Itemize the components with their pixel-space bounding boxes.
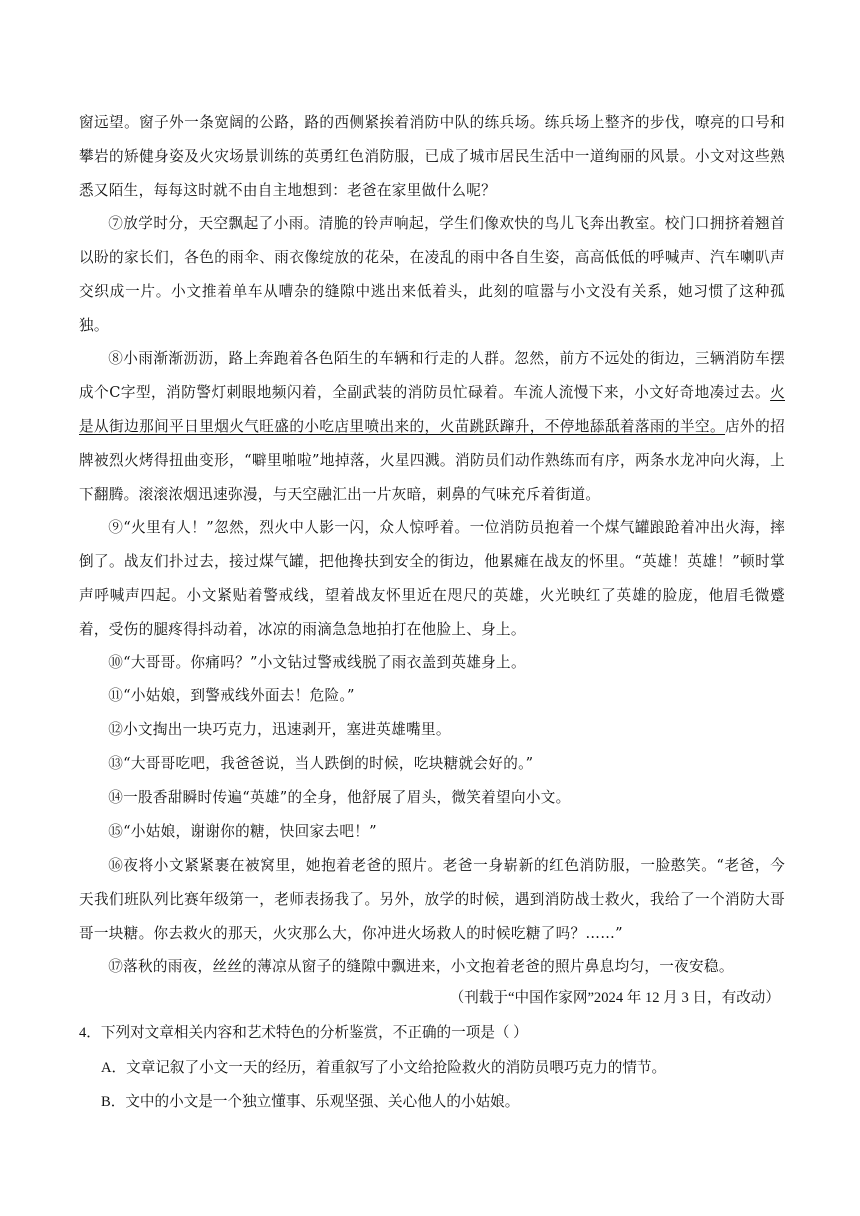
paragraph-text: ⑨“火里有人！”忽然，烈火中人影一闪，众人惊呼着。一位消防员抱着一个煤气罐踉跄着冲出火海，摔倒了。战友们扑过去，接过煤气罐，把他搀扶到安全的街边，他累瘫在战友的怀里。“英雄！英雄！”顿时掌声呼喊声四起。小文紧贴着警戒线，望着战友怀里近在咫尺的英雄，火光映红了英雄的脸庞，他眉毛微蹙着，受伤的腿疼得抖动着，冰凉的雨滴急急地拍打在他脸上、身上。 [79,519,785,638]
paragraph-text: ⑬“大哥哥吃吧，我爸爸说，当人跌倒的时候，吃块糖就会好的。” [108,755,534,772]
paragraph-17 [79,950,785,984]
paragraph-6-continued [79,106,785,208]
paragraph-text: ⑮“小姑娘，谢谢你的糖，快回家去吧！” [108,823,377,840]
paragraph-text: 窗远望。窗子外一条宽阔的公路，路的西侧紧挨着消防中队的练兵场。练兵场上整齐的步伐，嘹亮的口号和攀岩的矫健身姿及火灾场景训练的英勇红色消防服，已成了城市居民生活中一道绚丽的风景。小文对这些熟悉又陌生，每每这时就不由自主地想到：老爸在家里做什么呢？ [79,114,785,199]
paragraph-text: ⑭一股香甜瞬时传遍“英雄”的全身，他舒展了眉头，微笑着望向小文。 [108,789,571,806]
paragraph-14 [79,781,785,815]
paragraph-text: 店外的招牌被烈火烤得扭曲变形，“噼里啪啦”地掉落，火星四溅。消防员们动作熟练而有序，两条水龙冲向火海，上下翻腾。滚滚浓烟迅速弥漫，与天空融汇出一片灰暗，刺鼻的气味充斥着街道。 [79,418,785,503]
paragraph-7 [79,207,785,343]
paragraph-text: ⑪“小姑娘，到警戒线外面去！危险。” [108,687,355,704]
paragraph-text: ⑦放学时分，天空飘起了小雨。清脆的铃声响起，学生们像欢快的鸟儿飞奔出教室。校门口拥挤着翘首以盼的家长们，各色的雨伞、雨衣像绽放的花朵，在凌乱的雨中各自生姿，高高低低的呼喊声、汽车喇叭声交织成一片。小文推着单车从嘈杂的缝隙中逃出来低着头，此刻的喧嚣与小文没有关系，她习惯了这种孤独。 [79,215,785,334]
source-citation: （刊载于“中国作家网”2024 年 12 月 3 日，有改动） [449,990,780,1006]
paragraph-13 [79,747,785,781]
paragraph-12 [79,713,785,747]
paragraph-text: ⑯夜将小文紧紧裹在被窝里，她抱着老爸的照片。老爸一身崭新的红色消防服，一脸憨笑。“老爸，今天我们班队列比赛年级第一，老师表扬我了。另外，放学的时候，遇到消防战士救火，我给了一个消防大哥哥一块糖。你去救火的那天，火灾那么大，你冲进火场救人的时候吃糖了吗？……” [79,857,785,942]
underlined-sentence: 火是从街边那间平日里烟火气旺盛的小吃店里喷出来的，火苗跳跃蹿升，不停地舔舐着落雨的半空。 [79,384,785,435]
option-a: A．文章记叙了小文一天的经历，着重叙写了小文给抢险救火的消防员喂巧克力的情节。 [101,1060,667,1076]
option-b: B．文中的小文是一个独立懂事、乐观坚强、关心他人的小姑娘。 [101,1094,520,1110]
paragraph-text: ⑧小雨渐渐沥沥，路上奔跑着各色陌生的车辆和行走的人群。忽然，前方不远处的街边，三辆消防车摆成个C字型，消防警灯刺眼地频闪着，全副武装的消防员忙碌着。车流人流慢下来，小文好奇地凑过去。 [79,350,785,401]
paragraph-text: ⑩“大哥哥。你痛吗？”小文钻过警戒线脱了雨衣盖到英雄身上。 [108,654,526,671]
paragraph-text: ⑰落秋的雨夜，丝丝的薄凉从窗子的缝隙中飘进来，小文抱着老爸的照片鼻息均匀，一夜安稳。 [108,958,734,975]
paragraph-8 [79,342,785,512]
paragraph-10 [79,646,785,680]
paragraph-11 [79,679,785,713]
paragraph-9 [79,511,785,647]
paragraph-15 [79,815,785,849]
question-4-stem: 4．下列对文章相关内容和艺术特色的分析鉴赏，不正确的一项是（ ） [79,1025,528,1041]
paragraph-text: ⑫小文掏出一块巧克力，迅速剥开，塞进英雄嘴里。 [108,721,451,738]
paragraph-16 [79,849,785,951]
